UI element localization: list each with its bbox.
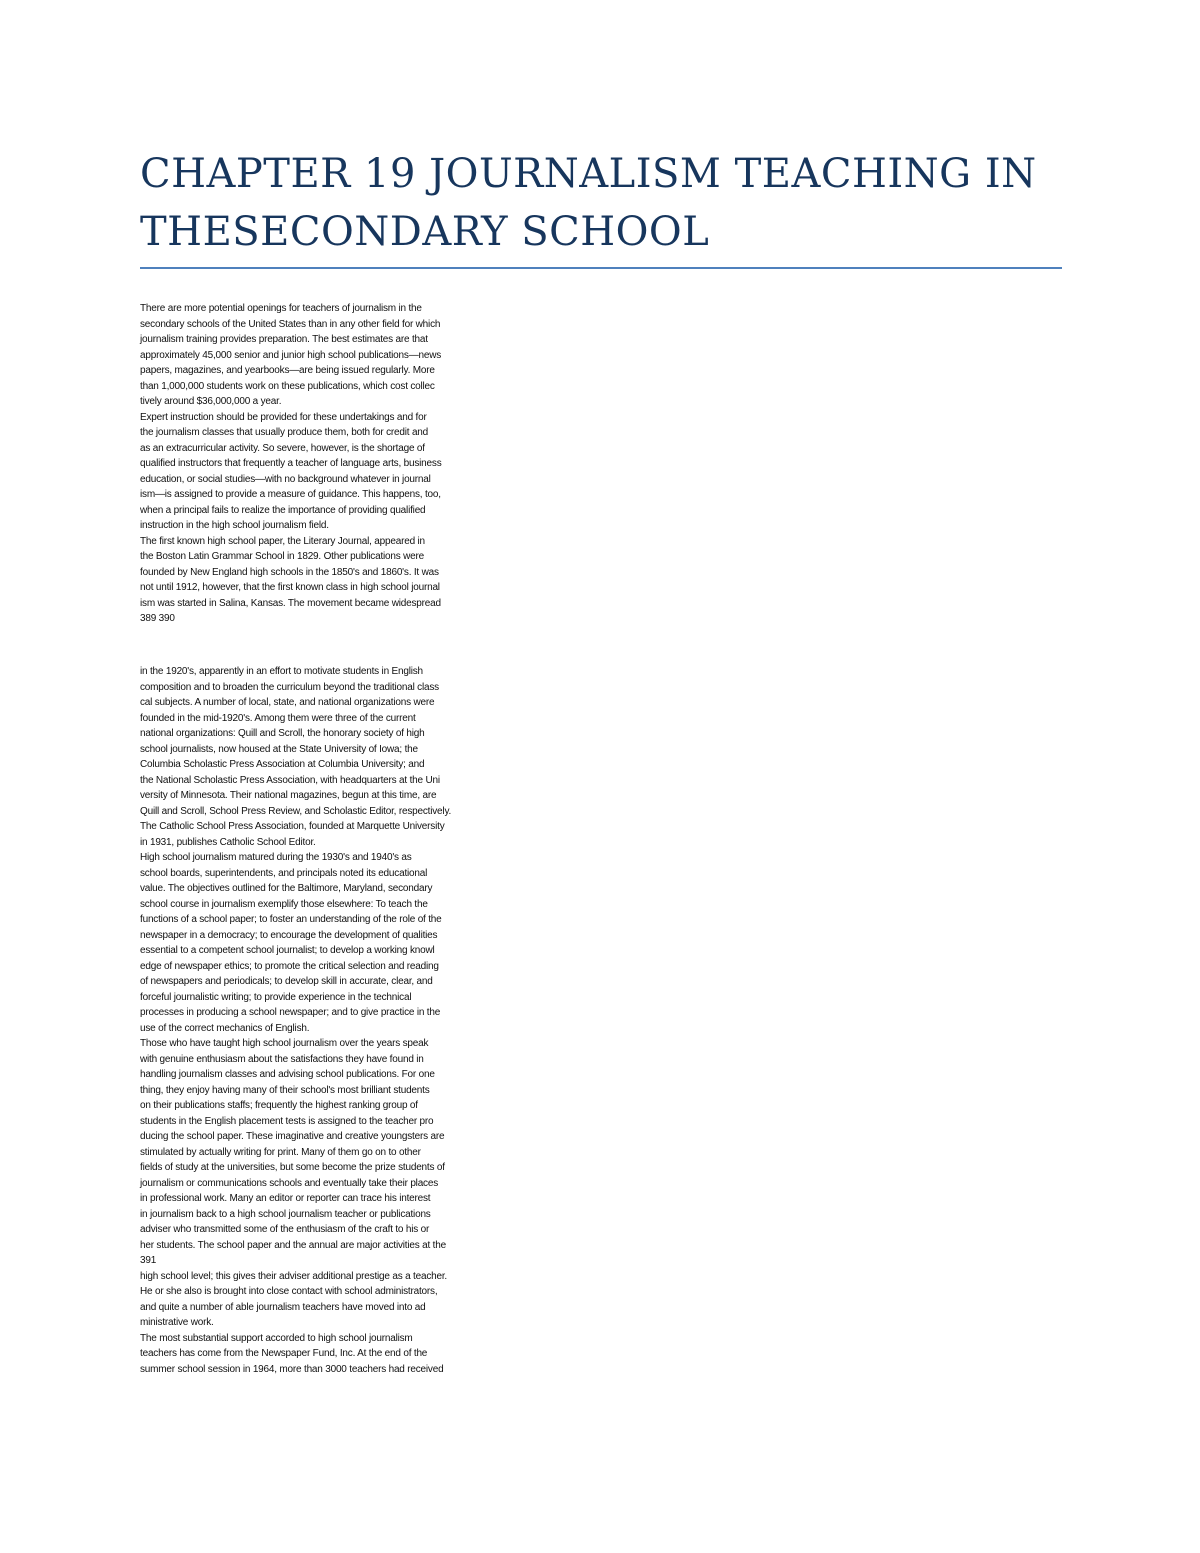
text-line: the journalism classes that usually produce them, both for credit and xyxy=(140,427,429,438)
title-rule xyxy=(140,267,1062,269)
text-line: adviser who transmitted some of the enthusiasm of the craft to his or xyxy=(140,1224,430,1235)
text-line: national organizations: Quill and Scroll, the honorary society of high xyxy=(140,728,425,739)
text-line: ministrative work. xyxy=(140,1317,214,1328)
text-line: value. The objectives outlined for the Baltimore, Maryland, secondary xyxy=(140,883,433,894)
text-line: The most substantial support accorded to high school journalism xyxy=(140,1332,413,1344)
text-line: not until 1912, however, that the first known class in high school journal xyxy=(140,582,440,593)
text-line: approximately 45,000 senior and junior high school publications—news xyxy=(140,349,442,361)
text-line: Quill and Scroll, School Press Review, and Scholastic Editor, respectively. xyxy=(140,805,452,817)
text-block-1 xyxy=(140,301,540,627)
text-line: edge of newspaper ethics; to promote the critical selection and reading xyxy=(140,960,439,972)
text-line: Those who have taught high school journalism over the years speak xyxy=(140,1038,429,1049)
text-line: instruction in the high school journalism field. xyxy=(140,520,329,531)
text-line: in professional work. Many an editor or reporter can trace his interest xyxy=(140,1193,431,1204)
text-line: and quite a number of able journalism teachers have moved into ad xyxy=(140,1301,426,1313)
text-line: her students. The school paper and the annual are major activities at the xyxy=(140,1239,446,1251)
text-line: stimulated by actually writing for print. Many of them go on to other xyxy=(140,1146,421,1158)
text-line: ism—is assigned to provide a measure of guidance. This happens, too, xyxy=(140,489,441,500)
text-line: teachers has come from the Newspaper Fund, Inc. At the end of the xyxy=(140,1348,428,1359)
text-line: ducing the school paper. These imaginative and creative youngsters are xyxy=(140,1131,445,1142)
text-line: high school level; this gives their adviser additional prestige as a teacher. xyxy=(140,1270,448,1282)
text-line: the National Scholastic Press Association, with headquarters at the Uni xyxy=(140,774,440,786)
text-line: ism was started in Salina, Kansas. The movement became widespread xyxy=(140,597,441,609)
text-line: when a principal fails to realize the importance of providing qualified xyxy=(140,504,426,516)
text-line: school journalists, now housed at the State University of Iowa; the xyxy=(140,743,418,755)
text-line: the Boston Latin Grammar School in 1829. Other publications were xyxy=(140,551,425,562)
text-line: in the 1920's, apparently in an effort to motivate students in English xyxy=(140,666,423,677)
text-line: cal subjects. A number of local, state, and national organizations were xyxy=(140,697,435,708)
chapter-title: CHAPTER 19 JOURNALISM TEACHING IN THESECONDARY SCHOOL xyxy=(140,151,1037,255)
text-line: journalism or communications schools and eventually take their places xyxy=(140,1177,439,1189)
text-line: versity of Minnesota. Their national magazines, begun at this time, are xyxy=(140,790,437,801)
text-line: than 1,000,000 students work on these publications, which cost collec xyxy=(140,380,435,392)
text-line: composition and to broaden the curriculum beyond the traditional class xyxy=(140,681,439,693)
text-line: as an extracurricular activity. So severe, however, is the shortage of xyxy=(140,442,425,454)
text-line: Expert instruction should be provided for these undertakings and for xyxy=(140,411,427,423)
text-line: school course in journalism exemplify those elsewhere: To teach the xyxy=(140,898,428,910)
text-line: journalism training provides preparation. The best estimates are that xyxy=(140,334,428,345)
text-line: qualified instructors that frequently a teacher of language arts, business xyxy=(140,458,442,469)
text-line: students in the English placement tests is assigned to the teacher pro xyxy=(140,1115,434,1127)
text-block-2 xyxy=(140,664,540,1377)
text-line: forceful journalistic writing; to provide experience in the technical xyxy=(140,991,412,1003)
text-line: papers, magazines, and yearbooks—are being issued regularly. More xyxy=(140,365,435,376)
text-line: summer school session in 1964, more than 3000 teachers had received xyxy=(140,1363,444,1375)
text-line: processes in producing a school newspaper; and to give practice in the xyxy=(140,1007,441,1018)
text-line: school boards, superintendents, and principals noted its educational xyxy=(140,867,428,879)
text-line: handling journalism classes and advising school publications. For one xyxy=(140,1069,435,1080)
text-line: He or she also is brought into close contact with school administrators, xyxy=(140,1286,438,1297)
text-line: use of the correct mechanics of English. xyxy=(140,1022,310,1034)
text-line: The first known high school paper, the Literary Journal, appeared in xyxy=(140,535,425,547)
text-line: tively around $36,000,000 a year. xyxy=(140,396,282,407)
text-line: 389 390 xyxy=(140,613,175,624)
text-line: The Catholic School Press Association, founded at Marquette University xyxy=(140,821,445,832)
text-line: 391 xyxy=(140,1255,157,1266)
text-line: There are more potential openings for teachers of journalism in the xyxy=(140,303,422,314)
text-line: Columbia Scholastic Press Association at Columbia University; and xyxy=(140,759,425,770)
text-line: in journalism back to a high school journalism teacher or publications xyxy=(140,1208,431,1220)
text-line: fields of study at the universities, but some become the prize students of xyxy=(140,1162,445,1173)
text-line: in 1931, publishes Catholic School Editor. xyxy=(140,836,316,848)
text-line: founded by New England high schools in the 1850's and 1860's. It was xyxy=(140,566,439,578)
text-line: High school journalism matured during the 1930's and 1940's as xyxy=(140,852,412,863)
text-line: founded in the mid-1920's. Among them were three of the current xyxy=(140,712,416,724)
text-line: thing, they enjoy having many of their school's most brilliant students xyxy=(140,1084,430,1096)
text-line: education, or social studies—with no background whatever in journal xyxy=(140,473,431,485)
text-line: of newspapers and periodicals; to develop skill in accurate, clear, and xyxy=(140,976,433,987)
text-line: essential to a competent school journalist; to develop a working knowl xyxy=(140,945,435,956)
text-line: secondary schools of the United States than in any other field for which xyxy=(140,318,441,330)
text-line: functions of a school paper; to foster an understanding of the role of the xyxy=(140,914,442,925)
text-line: newspaper in a democracy; to encourage the development of qualities xyxy=(140,929,438,941)
text-line: with genuine enthusiasm about the satisfactions they have found in xyxy=(140,1053,424,1065)
text-line: on their publications staffs; frequently the highest ranking group of xyxy=(140,1100,418,1111)
